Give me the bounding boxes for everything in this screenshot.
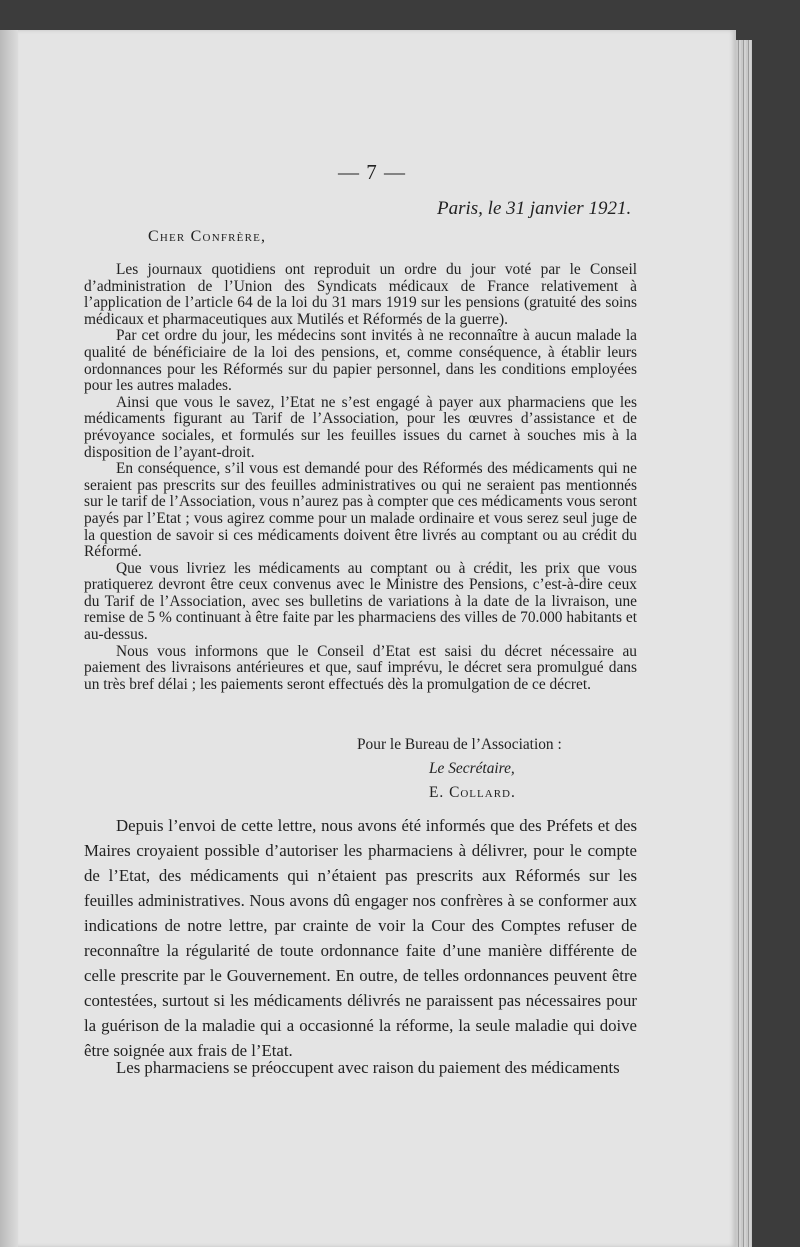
letter-paragraph: Ainsi que vous le savez, l’Etat ne s’est engagé à payer aux pharmaciens que les médicaments figurant au Tarif de l’Association, pour les œuvres d’assistance et de prévoyance sociales, et formulés sur les feuilles issues du carnet à souches mis à la disposition de l’ayant-droit. [84,393,637,461]
signature-title: Le Secrétaire, [429,760,515,777]
signature-name: E. Collard. [429,784,516,801]
continuation-line: Les pharmaciens se préoccupent avec raison du paiement des médicaments [116,1058,620,1077]
signature-office: Pour le Bureau de l’Association : [357,736,562,753]
greeting: Cher Confrère, [148,228,267,245]
facing-page-edge [0,30,18,1247]
letter-paragraph: Les journaux quotidiens ont reproduit un ordre du jour voté par le Conseil d’administration de l’Union des Syndicats médicaux de France relativement à l’application de l’article 64 de la loi du 31 mars 1919 sur les pensions (gratuité des soins médicaux et pharmaceutiques aux Mutilés et Réformés de la guerre). [84,261,637,328]
followup-section [84,813,637,1063]
letter-paragraph: En conséquence, s’il vous est demandé pour des Réformés des médicaments qui ne seraient pas prescrits sur des feuilles administratives ou qui ne seraient pas mentionnés sur le tarif de l’Association, vous n’aurez pas à compter que ces médicaments vous seront payés par l’Etat ; vous agirez comme pour un malade ordinaire et vous serez seul juge de la question de savoir si ces médicaments doivent être livrés au comptant ou au crédit du Réformé. [84,460,637,561]
letter-body [84,262,637,693]
followup-paragraph: Depuis l’envoi de cette lettre, nous avons été informés que des Préfets et des Maires croyaient possible d’autoriser les pharmaciens à délivrer, pour le compte de l’Etat, des médicaments qui n’étaient pas prescrits aux Réformés sur les feuilles administratives. Nous avons dû engager nos confrères à se conformer aux indications de notre lettre, par crainte de voir la Cour des Comptes refuser de reconnaître la régularité de toute ordonnance faite d’une manière différente de celle prescrite par le Gouvernement. En outre, de telles ordonnances peuvent être contestées, surtout si les médicaments délivrés ne paraissent pas nécessaires pour la guérison de la maladie qui a occasionné la réforme, la seule maladie qui doive être soignée aux frais de l’Etat. [84,816,637,1060]
dateline: Paris, le 31 janvier 1921. [437,198,632,219]
signature-block [84,733,637,805]
letter-paragraph: Que vous livriez les médicaments au comptant ou à crédit, les prix que vous pratiquerez devront être ceux convenus avec le Ministre des Pensions, c’est-à-dire ceux du Tarif de l’Association, avec ses bulletins de variations à la date de la livraison, une remise de 5 % continuant à être faite par les pharmaciens des villes de 70.000 habitants et au-dessus. [84,559,637,644]
page-stack-edges [736,40,752,1247]
letter-paragraph: Par cet ordre du jour, les médecins sont invités à ne reconnaître à aucun malade la qualité de bénéficiaire de la loi des pensions, et, comme conséquence, à établir leurs ordonnances pour les Réformés sur du papier personnel, dans les conditions employées pour les autres malades. [84,327,637,395]
letter-paragraph: Nous vous informons que le Conseil d’Etat est saisi du décret nécessaire au paiement des livraisons antérieures et que, sauf imprévu, le décret sera promulgué dans un très bref délai ; les paiements seront effectués dès la promulgation de ce décret. [84,642,637,693]
page-number: — 7 — [338,160,406,184]
